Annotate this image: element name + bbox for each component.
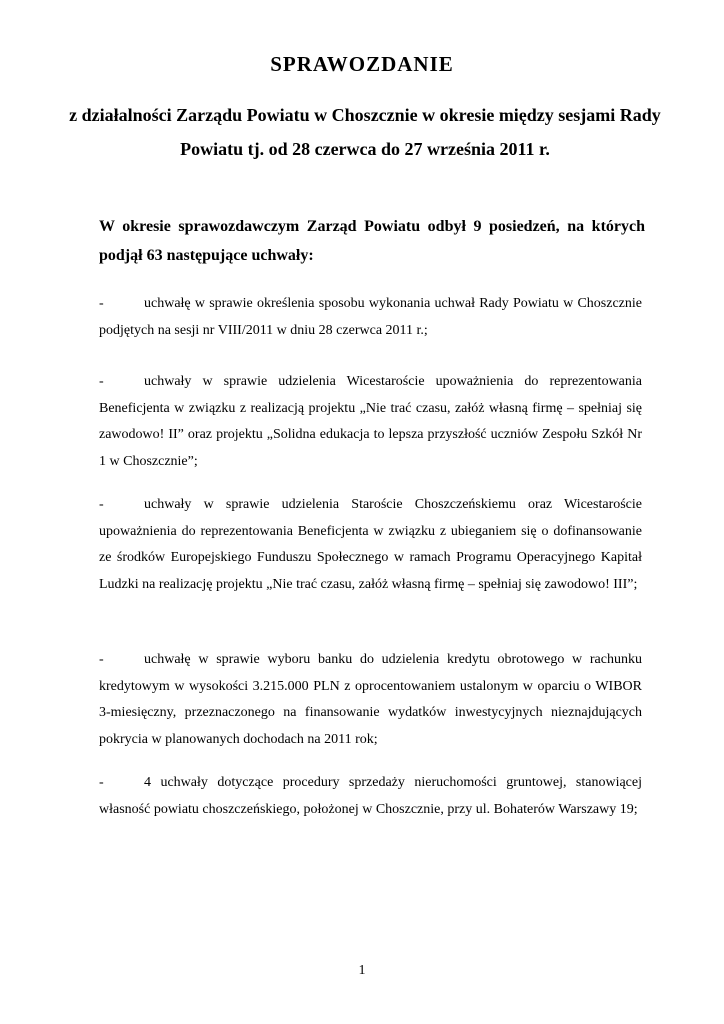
list-item — [99, 369, 642, 475]
page-number: 1 — [358, 963, 366, 978]
list-bullet: - — [99, 296, 104, 311]
list-item-text: uchwałę w sprawie określenia sposobu wykonania uchwał Rady Powiatu w Choszcznie podjętych na sesji nr VIII/2011 w dniu 28 czerwca 2011 r.; — [99, 296, 642, 338]
list-item-text: 4 uchwały dotyczące procedury sprzedaży nieruchomości gruntowej, stanowiącej własność powiatu choszczeńskiego, położonej w Choszcznie, przy ul. Bohaterów Warszawy 19; — [99, 775, 642, 817]
list-bullet: - — [99, 775, 104, 790]
list-bullet: - — [99, 497, 104, 512]
list-bullet: - — [99, 652, 104, 667]
list-item — [99, 647, 642, 753]
document-title: SPRAWOZDANIE — [270, 52, 454, 76]
list-item-text: uchwałę w sprawie wyboru banku do udzielenia kredytu obrotowego w rachunku kredytowym w wysokości 3.215.000 PLN z oprocentowaniem ustalonym w oparciu o WIBOR 3-miesięczny, przeznaczonego na finansowanie wydatków inwestycyjnych nieznajdujących pokrycia w planowanych dochodach na 2011 rok; — [99, 652, 642, 747]
list-item-text: uchwały w sprawie udzielenia Staroście Choszczeńskiemu oraz Wicestaroście upoważnienia do reprezentowania Beneficjenta w związku z ubieganiem się o dofinansowanie ze środków Europejskiego Funduszu Społecznego w ramach Programu Operacyjnego Kapitał Ludzki na realizację projektu „Nie trać czasu, załóż własną firmę – spełniaj się zawodowo! III”; — [99, 497, 642, 592]
list-item-text: uchwały w sprawie udzielenia Wicestaroście upoważnienia do reprezentowania Beneficjenta w związku z realizacją projektu „Nie trać czasu, załóż własną firmę – spełniaj się zawodowo! II” oraz projektu „Solidna edukacja to lepsza przyszłość uczniów Zespołu Szkół Nr 1 w Choszcznie”; — [99, 374, 642, 469]
document-subtitle: z działalności Zarządu Powiatu w Choszcznie w okresie między sesjami Rady Powiatu tj. od 28 czerwca do 27 września 2011 r. — [69, 105, 661, 159]
list-item — [99, 492, 642, 598]
list-item — [99, 770, 642, 823]
list-item — [99, 291, 642, 344]
list-bullet: - — [99, 374, 104, 389]
intro-paragraph: W okresie sprawozdawczym Zarząd Powiatu odbył 9 posiedzeń, na których podjął 63 następujące uchwały: — [99, 218, 645, 264]
